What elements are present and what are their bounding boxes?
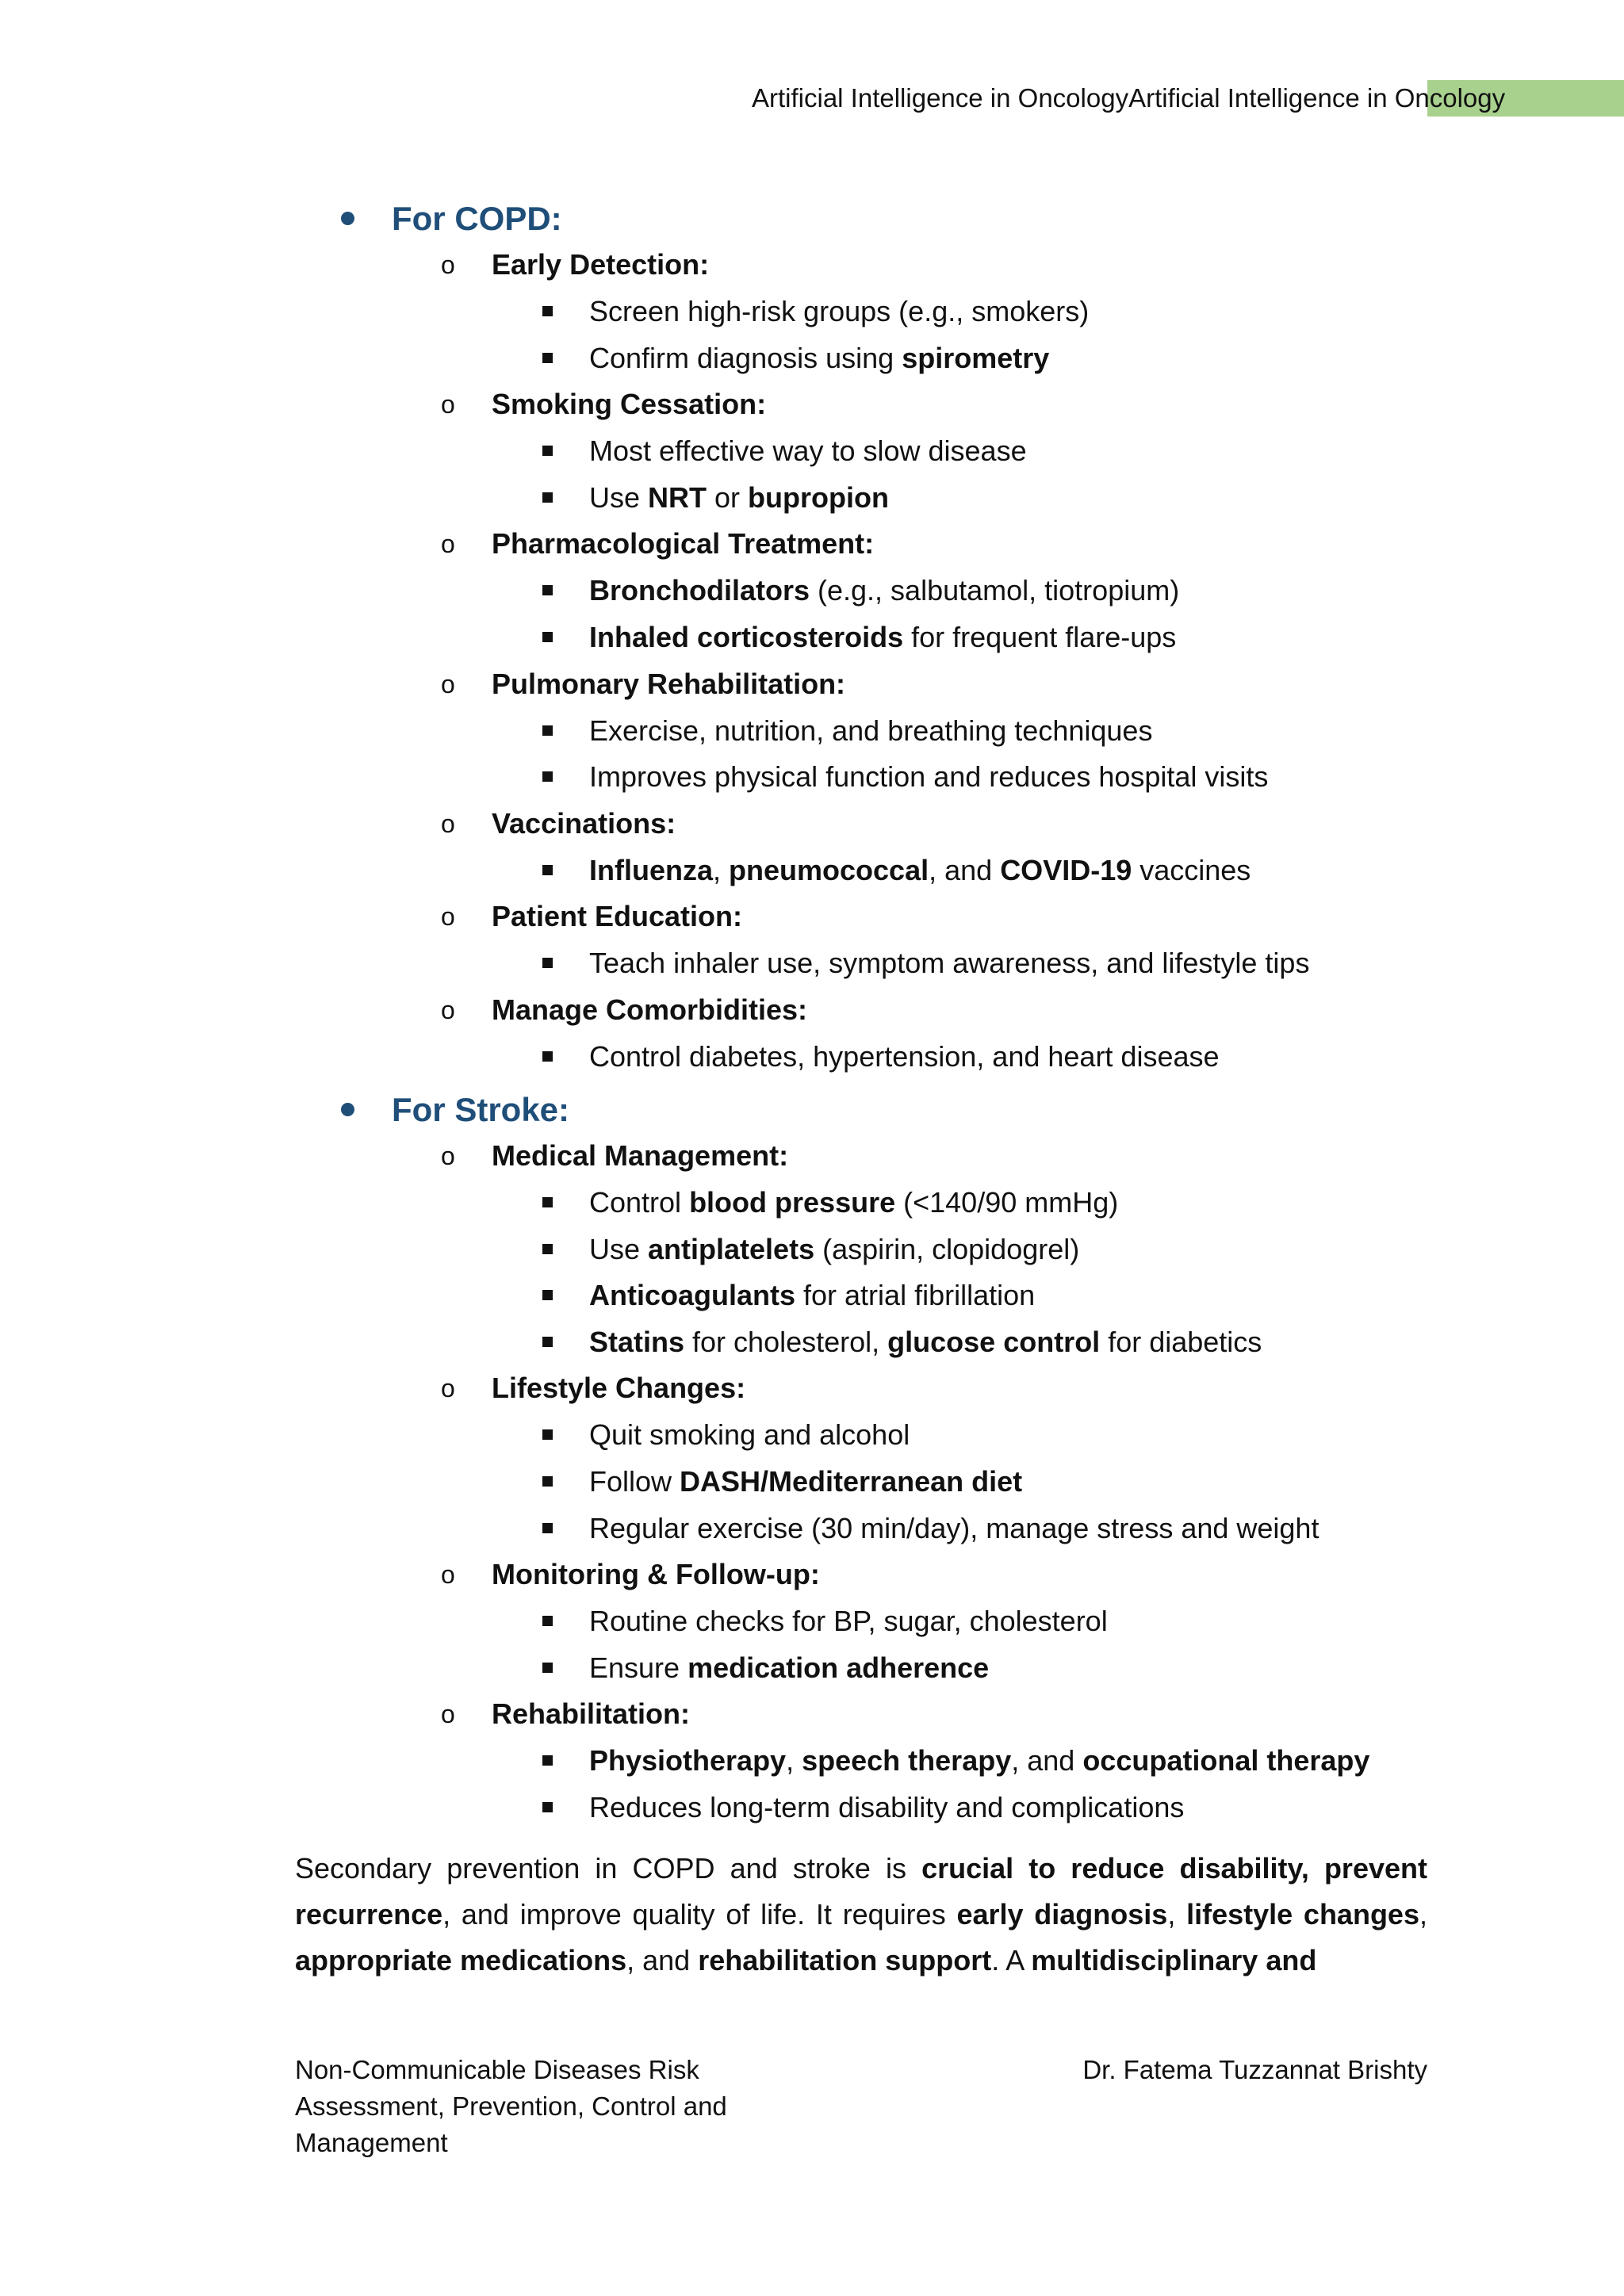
- text-run: . A: [991, 1944, 1032, 1976]
- hollow-bullet-icon: o: [441, 996, 455, 1024]
- square-bullet-icon: [542, 865, 553, 875]
- text-run: , and: [626, 1944, 699, 1976]
- square-bullet-icon: [542, 1244, 553, 1254]
- text-run: , and: [929, 853, 1001, 886]
- hollow-bullet-icon: o: [441, 1560, 455, 1590]
- text-run: Reduces long-term disability and complications: [589, 1791, 1185, 1823]
- hollow-bullet-icon: o: [441, 390, 455, 419]
- text-run: vaccines: [1132, 853, 1251, 886]
- section-title: For Stroke:: [392, 1091, 570, 1128]
- square-bullet-icon: [542, 725, 553, 736]
- list-item-text: [589, 432, 1027, 470]
- square-bullet-icon: [542, 1429, 553, 1440]
- list-item-text: [589, 851, 1251, 890]
- text-run: Use: [589, 480, 649, 514]
- subsection-label: Patient Education:: [492, 900, 743, 933]
- bold-text-run: bupropion: [748, 480, 889, 514]
- bullet-dot-icon: [341, 212, 354, 225]
- square-bullet-icon: [542, 1663, 553, 1673]
- text-run: for frequent flare-ups: [903, 621, 1177, 653]
- bold-text-run: speech therapy: [802, 1744, 1012, 1777]
- hollow-bullet-icon: o: [441, 669, 455, 698]
- text-run: (<140/90 mmHg): [895, 1186, 1119, 1219]
- bold-text-run: Influenza: [589, 853, 714, 886]
- subsection-label: Early Detection:: [492, 248, 710, 281]
- subsection-label: Pulmonary Rehabilitation:: [492, 667, 846, 700]
- subsection-label: Monitoring & Follow-up:: [492, 1558, 820, 1591]
- footer-book-title: Non-Communicable Diseases Risk Assessment, Prevention, Control and Management: [295, 2055, 727, 2157]
- square-bullet-icon: [542, 1290, 553, 1300]
- text-run: Most effective way to slow disease: [589, 434, 1027, 468]
- hollow-bullet-icon: o: [441, 902, 455, 932]
- text-run: Regular exercise (30 min/day), manage stress and weight: [589, 1511, 1320, 1544]
- square-bullet-icon: [542, 1337, 553, 1347]
- text-run: Exercise, nutrition, and breathing techniques: [589, 714, 1153, 747]
- bullet-dot-icon: [341, 1103, 354, 1116]
- text-run: for diabetics: [1100, 1325, 1262, 1358]
- bold-text-run: blood pressure: [689, 1186, 896, 1219]
- bold-text-run: spirometry: [902, 341, 1050, 374]
- text-run: ,: [713, 853, 730, 886]
- square-bullet-icon: [542, 492, 553, 503]
- bold-text-run: appropriate medications: [295, 1944, 627, 1976]
- list-item-text: [589, 1649, 989, 1687]
- subsection-label: Pharmacological Treatment:: [492, 527, 875, 561]
- list-item-text: [589, 1510, 1319, 1548]
- subsection-label: Manage Comorbidities:: [492, 993, 808, 1026]
- bold-text-run: Statins: [589, 1325, 685, 1358]
- hollow-bullet-icon: o: [441, 1142, 455, 1170]
- hollow-bullet-icon: o: [441, 530, 455, 559]
- bold-text-run: Bronchodilators: [589, 574, 810, 607]
- bold-text-run: lifestyle changes: [1186, 1898, 1419, 1931]
- square-bullet-icon: [542, 632, 553, 642]
- text-run: Quit smoking and alcohol: [589, 1418, 910, 1452]
- subsection-label: Lifestyle Changes:: [492, 1372, 746, 1405]
- list-item-text: [589, 758, 1268, 796]
- square-bullet-icon: [542, 306, 553, 316]
- text-run: ,: [786, 1744, 802, 1777]
- bold-text-run: medication adherence: [688, 1651, 990, 1684]
- bold-text-run: Physiotherapy: [589, 1744, 787, 1777]
- list-item-text: [589, 1602, 1108, 1640]
- bold-text-run: early diagnosis: [956, 1898, 1168, 1931]
- running-header: Artificial Intelligence in OncologyArtificial Intelligence in Oncology: [752, 83, 1506, 113]
- text-run: (aspirin, clopidogrel): [814, 1232, 1080, 1265]
- list-item-text: [589, 1230, 1079, 1269]
- square-bullet-icon: [542, 1051, 553, 1062]
- subsection-label: Medical Management:: [492, 1139, 789, 1172]
- square-bullet-icon: [542, 958, 553, 968]
- text-run: Follow: [589, 1465, 680, 1498]
- text-run: ,: [1419, 1898, 1427, 1931]
- footer-author: Dr. Fatema Tuzzannat Brishty: [1082, 2055, 1427, 2084]
- text-run: Secondary prevention in COPD and stroke is: [295, 1852, 922, 1885]
- list-item-text: [589, 1789, 1184, 1827]
- square-bullet-icon: [542, 446, 553, 456]
- list-item-text: [589, 1416, 910, 1454]
- bold-text-run: NRT: [648, 480, 707, 514]
- list-item-text: [589, 339, 1049, 377]
- text-run: Use: [589, 1232, 649, 1265]
- text-run: ,: [1167, 1898, 1187, 1931]
- bold-text-run: Anticoagulants: [589, 1279, 796, 1312]
- list-item-text: [589, 293, 1089, 331]
- subsection-label: Smoking Cessation:: [492, 388, 767, 421]
- bold-text-run: crucial to reduce disability, prevent recurrence: [295, 1852, 1427, 1931]
- list-item-text: [589, 712, 1152, 750]
- square-bullet-icon: [542, 1523, 553, 1533]
- square-bullet-icon: [542, 1755, 553, 1766]
- bold-text-run: occupational therapy: [1082, 1744, 1370, 1777]
- text-run: or: [707, 480, 749, 514]
- text-run: (e.g., salbutamol, tiotropium): [810, 574, 1180, 607]
- text-run: , and improve quality of life. It requires: [442, 1898, 957, 1931]
- square-bullet-icon: [542, 1802, 553, 1812]
- square-bullet-icon: [542, 771, 553, 782]
- text-run: Screen high-risk groups (e.g., smokers): [589, 295, 1090, 327]
- text-run: Ensure: [589, 1651, 688, 1684]
- square-bullet-icon: [542, 1616, 553, 1626]
- list-item-text: [589, 618, 1176, 656]
- text-run: Control diabetes, hypertension, and heart disease: [589, 1040, 1220, 1073]
- list-item-text: [589, 1463, 1022, 1501]
- subsection-label: Vaccinations:: [492, 806, 676, 840]
- list-item-text: [589, 1038, 1220, 1076]
- list-item-text: [589, 1184, 1118, 1222]
- text-run: Teach inhaler use, symptom awareness, and lifestyle tips: [589, 947, 1310, 980]
- bold-text-run: antiplatelets: [648, 1232, 815, 1265]
- bold-text-run: multidisciplinary and: [1031, 1944, 1317, 1976]
- list-item-text: [589, 479, 889, 517]
- bold-text-run: glucose control: [887, 1325, 1101, 1358]
- bold-text-run: Inhaled corticosteroids: [589, 621, 904, 653]
- square-bullet-icon: [542, 585, 553, 595]
- list-item-text: [589, 1276, 1035, 1314]
- bold-text-run: rehabilitation support: [698, 1944, 992, 1976]
- square-bullet-icon: [542, 1476, 553, 1487]
- list-item-text: [589, 1323, 1262, 1361]
- subsection-label: Rehabilitation:: [492, 1697, 690, 1731]
- text-run: Control: [589, 1186, 690, 1219]
- bold-text-run: pneumococcal: [729, 853, 929, 886]
- square-bullet-icon: [542, 1197, 553, 1207]
- list-item-text: [589, 572, 1179, 610]
- text-run: Routine checks for BP, sugar, cholesterol: [589, 1605, 1108, 1638]
- bold-text-run: DASH/Mediterranean diet: [680, 1465, 1023, 1498]
- summary-paragraph: [295, 1846, 1427, 1984]
- text-run: for atrial fibrillation: [795, 1279, 1036, 1312]
- text-run: Confirm diagnosis using: [589, 341, 902, 374]
- bold-text-run: COVID-19: [1000, 853, 1132, 886]
- hollow-bullet-icon: o: [441, 1700, 455, 1729]
- square-bullet-icon: [542, 353, 553, 363]
- hollow-bullet-icon: o: [441, 1374, 455, 1403]
- text-run: for cholesterol,: [684, 1325, 888, 1358]
- list-item-text: [589, 944, 1309, 982]
- text-run: Improves physical function and reduces hospital visits: [589, 760, 1269, 794]
- section-title: For COPD:: [392, 200, 562, 237]
- list-item-text: [589, 1742, 1369, 1780]
- hollow-bullet-icon: o: [441, 251, 455, 279]
- hollow-bullet-icon: o: [441, 809, 455, 838]
- text-run: , and: [1011, 1744, 1083, 1777]
